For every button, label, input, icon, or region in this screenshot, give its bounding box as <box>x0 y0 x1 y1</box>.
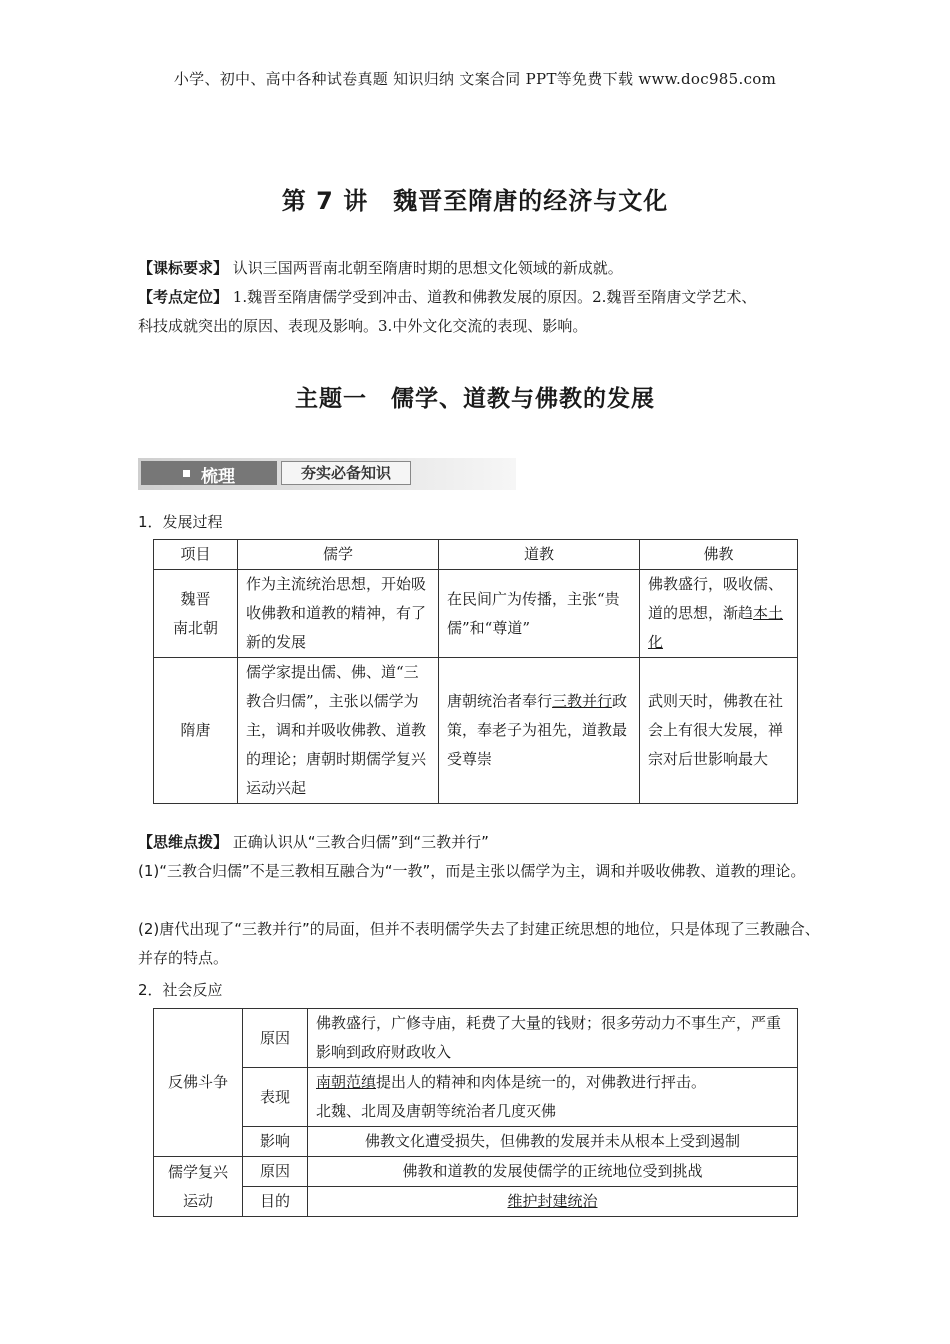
label-cell: 影响 <box>243 1127 308 1157</box>
requirement-tag: 【课标要求】 <box>138 259 229 277</box>
group-cell: 儒学复兴 运动 <box>154 1157 243 1217</box>
group-cell: 反佛斗争 <box>154 1009 243 1157</box>
section-banner <box>138 458 516 490</box>
requirement-line <box>138 254 818 283</box>
dao-cell: 在民间广为传播，主张“贵儒”和“尊道” <box>439 570 640 658</box>
dao-cell: 唐朝统治者奉行三教并行政策，奉老子为祖先，道教最受尊崇 <box>439 658 640 804</box>
positioning-line <box>138 283 818 312</box>
reaction-table <box>153 1008 798 1217</box>
page-header: 小学、初中、高中各种试卷真题 知识归纳 文案合同 PPT等免费下载 www.doc985.com <box>173 70 777 88</box>
underlined-term: 南朝范缜 <box>316 1073 377 1091</box>
section-heading-2: 2．社会反应 <box>138 981 223 999</box>
label-cell: 原因 <box>243 1009 308 1068</box>
positioning-line2: 科技成就突出的原因、表现及影响。3.中外文化交流的表现、影响。 <box>138 317 588 335</box>
label-cell: 目的 <box>243 1187 308 1217</box>
underlined-term: 本土化 <box>648 604 784 651</box>
banner-light-label: 夯实必备知识 <box>281 461 411 485</box>
label-cell: 表现 <box>243 1068 308 1127</box>
content-cell <box>308 1187 798 1217</box>
content-cell: 佛教和道教的发展使儒学的正统地位受到挑战 <box>308 1157 798 1187</box>
header-cell: 项目 <box>154 540 238 570</box>
underlined-term: 维护封建统治 <box>507 1192 598 1210</box>
lecture-title: 第 7 讲 魏晋至隋唐的经济与文化 <box>281 187 669 215</box>
note-tag: 【思维点拨】 <box>138 833 229 851</box>
positioning-line1: 1.魏晋至隋唐儒学受到冲击、道教和佛教发展的原因。2.魏晋至隋唐文学艺术、 <box>232 288 757 306</box>
underlined-term: 三教并行 <box>552 692 613 710</box>
note-point-1: (1)“三教合归儒”不是三教相互融合为“一教”，而是主张以儒学为主，调和并吸收佛教、道教的理论。 <box>138 862 806 880</box>
note-title: 正确认识从“三教合归儒”到“三教并行” <box>232 833 489 851</box>
label-cell: 原因 <box>243 1157 308 1187</box>
header-cell: 儒学 <box>238 540 439 570</box>
ru-cell: 作为主流统治思想，开始吸收佛教和道教的精神，有了新的发展 <box>238 570 439 658</box>
requirement-text: 认识三国两晋南北朝至隋唐时期的思想文化领域的新成就。 <box>232 259 623 277</box>
header-cell: 道教 <box>439 540 640 570</box>
header-cell: 佛教 <box>640 540 798 570</box>
period-cell: 魏晋 南北朝 <box>154 570 238 658</box>
content-cell: 南朝范缜提出人的精神和肉体是统一的，对佛教进行抨击。 北魏、北周及唐朝等统治者几度灭佛 <box>308 1068 798 1127</box>
development-table <box>153 539 798 804</box>
section-heading-1: 1．发展过程 <box>138 513 223 531</box>
content-cell: 佛教文化遭受损失，但佛教的发展并未从根本上受到遏制 <box>308 1127 798 1157</box>
note-point-2: (2)唐代出现了“三教并行”的局面，但并不表明儒学失去了封建正统思想的地位，只是体现了三教融合、并存的特点。 <box>138 920 820 967</box>
note-title-line <box>138 828 828 857</box>
square-bullet-icon <box>183 470 190 477</box>
positioning-tag: 【考点定位】 <box>138 288 229 306</box>
content-cell: 佛教盛行，广修寺庙，耗费了大量的钱财；很多劳动力不事生产，严重影响到政府财政收入 <box>308 1009 798 1068</box>
fo-cell: 武则天时，佛教在社会上有很大发展，禅宗对后世影响最大 <box>640 658 798 804</box>
fo-cell: 佛教盛行，吸收儒、道的思想，渐趋本土化 <box>640 570 798 658</box>
banner-dark-label: 梳理 <box>141 461 277 485</box>
period-cell: 隋唐 <box>154 658 238 804</box>
ru-cell: 儒学家提出儒、佛、道“三教合归儒”，主张以儒学为主，调和并吸收佛教、道教的理论；唐朝时期儒学复兴运动兴起 <box>238 658 439 804</box>
topic-title: 主题一 儒学、道教与佛教的发展 <box>295 386 655 412</box>
